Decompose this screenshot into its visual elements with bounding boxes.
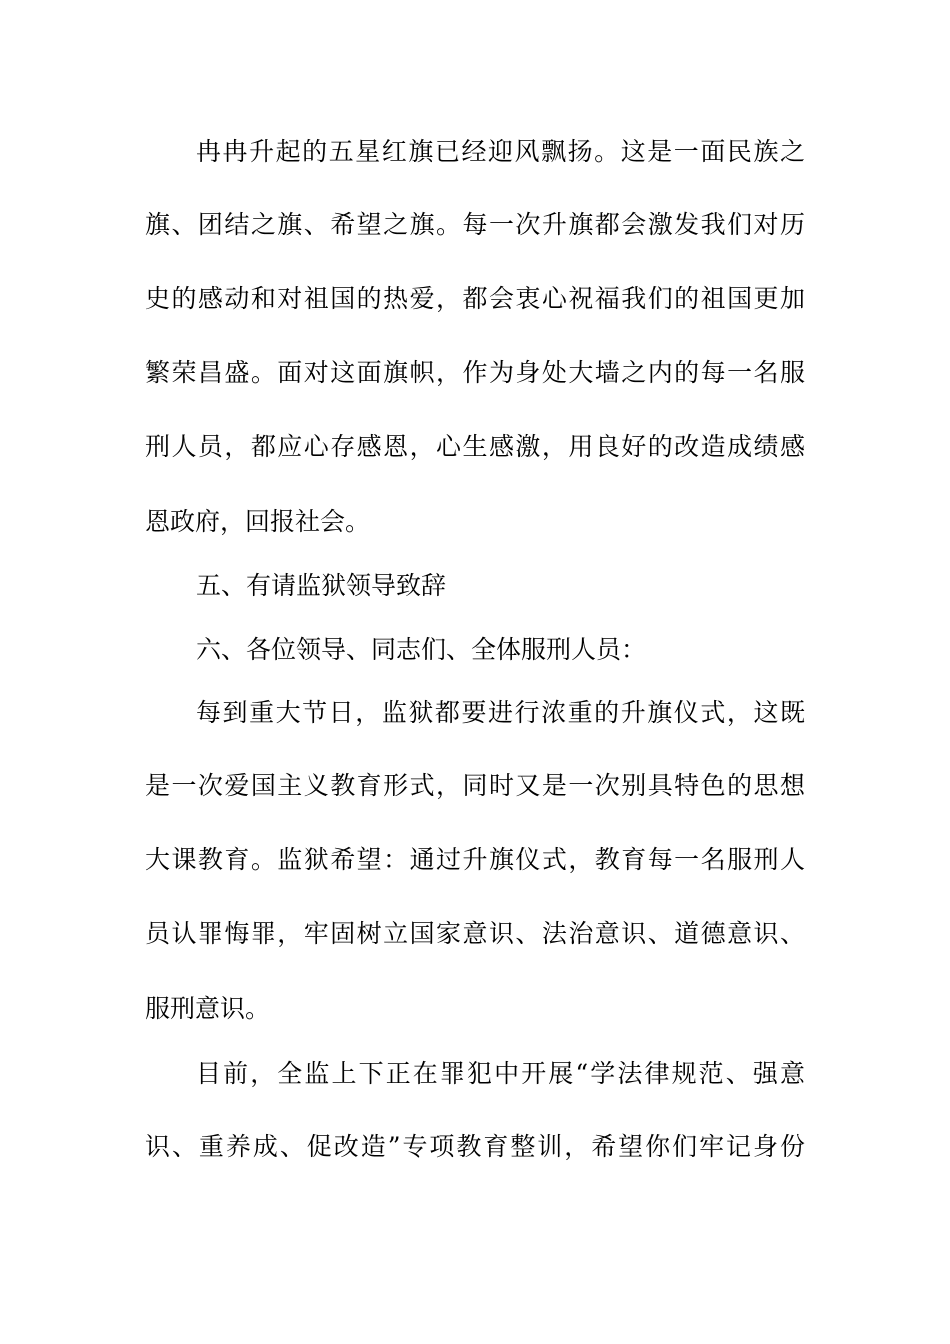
section-heading: 五、有请监狱领导致辞 bbox=[196, 571, 447, 600]
paragraph-line: 服刑意识。 bbox=[145, 994, 271, 1023]
paragraph-line: 刑人员，都应心存感恩，心生感激，用良好的改造成绩感 bbox=[145, 432, 805, 461]
paragraph-line: 冉冉升起的五星红旗已经迎风飘扬。这是一面民族之 bbox=[196, 137, 805, 166]
paragraph-line: 旗、团结之旗、希望之旗。每一次升旗都会激发我们对历 bbox=[145, 210, 805, 239]
paragraph-line: 是一次爱国主义教育形式，同时又是一次别具特色的思想 bbox=[145, 771, 805, 800]
paragraph-line: 繁荣昌盛。面对这面旗帜，作为身处大墙之内的每一名服 bbox=[145, 358, 805, 387]
paragraph-line: 识、重养成、促改造”专项教育整训，希望你们牢记身份 bbox=[145, 1132, 805, 1161]
paragraph-line: 恩政府，回报社会。 bbox=[145, 507, 371, 536]
paragraph-line: 目前，全监上下正在罪犯中开展“学法律规范、强意 bbox=[196, 1059, 805, 1088]
paragraph-line: 大课教育。监狱希望：通过升旗仪式，教育每一名服刑人 bbox=[145, 845, 805, 874]
paragraph-line: 史的感动和对祖国的热爱，都会衷心祝福我们的祖国更加 bbox=[145, 284, 805, 313]
paragraph-line: 员认罪悔罪，牢固树立国家意识、法治意识、道德意识、 bbox=[145, 919, 805, 948]
section-heading: 六、各位领导、同志们、全体服刑人员： bbox=[196, 635, 647, 664]
paragraph-line: 每到重大节日，监狱都要进行浓重的升旗仪式，这既 bbox=[196, 698, 805, 727]
